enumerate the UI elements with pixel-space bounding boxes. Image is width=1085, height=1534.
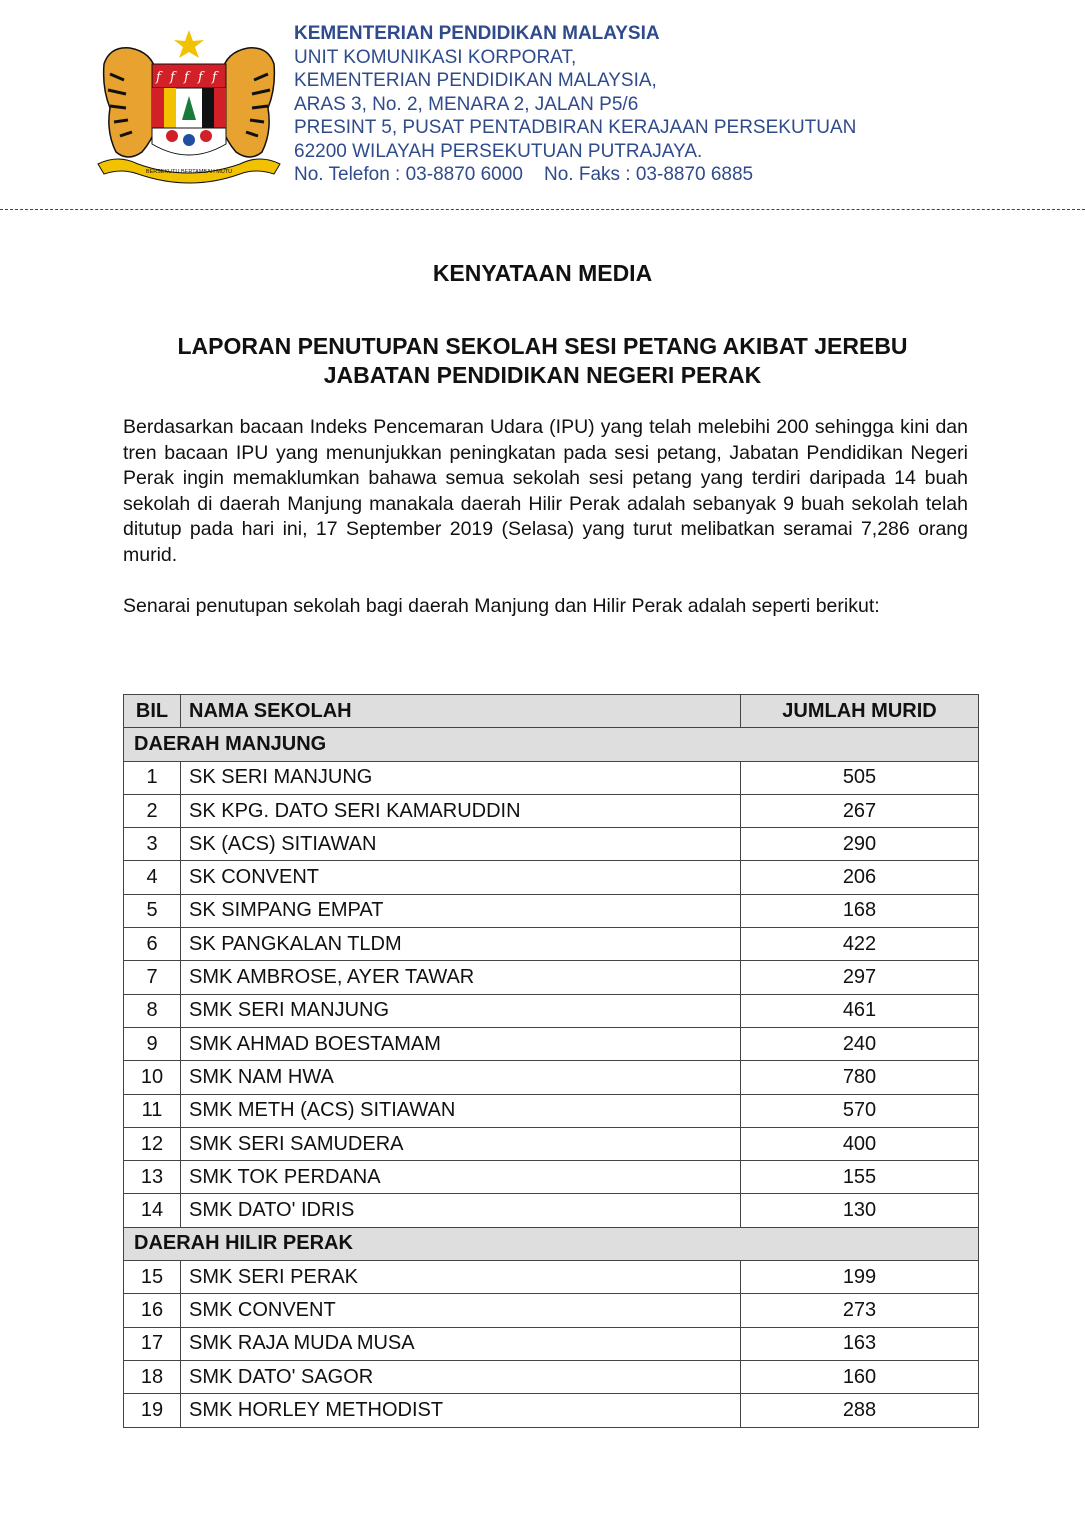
report-title-line: JABATAN PENDIDIKAN NEGERI PERAK — [323, 362, 762, 388]
bil-cell: 18 — [124, 1360, 181, 1393]
table-row — [124, 1360, 979, 1393]
table-row — [124, 1394, 979, 1427]
student-count-cell: 461 — [741, 994, 979, 1027]
table-header-row — [124, 695, 979, 728]
bil-cell: 5 — [124, 894, 181, 927]
svg-text:f: f — [212, 70, 217, 85]
section-row — [124, 728, 979, 761]
table-row — [124, 1261, 979, 1294]
bil-cell: 17 — [124, 1327, 181, 1360]
school-name-cell: SK CONVENT — [181, 861, 741, 894]
bil-cell: 3 — [124, 828, 181, 861]
bil-cell: 1 — [124, 761, 181, 794]
school-name-cell: SK KPG. DATO SERI KAMARUDDIN — [181, 794, 741, 827]
table-row — [124, 994, 979, 1027]
student-count-cell: 155 — [741, 1161, 979, 1194]
address-line: 62200 WILAYAH PERSEKUTUAN PUTRAJAYA. — [294, 140, 703, 162]
school-name-cell: SMK DATO' IDRIS — [181, 1194, 741, 1227]
school-name-cell: SMK SERI MANJUNG — [181, 994, 741, 1027]
student-count-cell: 288 — [741, 1394, 979, 1427]
student-count-cell: 206 — [741, 861, 979, 894]
school-name-cell: SMK TOK PERDANA — [181, 1161, 741, 1194]
bil-cell: 14 — [124, 1194, 181, 1227]
header-divider — [0, 209, 1085, 210]
table-row — [124, 1161, 979, 1194]
bil-cell: 11 — [124, 1094, 181, 1127]
table-row — [124, 894, 979, 927]
section-title: DAERAH MANJUNG — [124, 728, 979, 761]
header-bil: BIL — [124, 695, 181, 728]
table-row — [124, 1027, 979, 1060]
header-student-count: JUMLAH MURID — [741, 695, 979, 728]
report-title — [0, 332, 1085, 390]
student-count-cell: 290 — [741, 828, 979, 861]
address-line: PRESINT 5, PUSAT PENTADBIRAN KERAJAAN PERSEKUTUAN — [294, 117, 857, 138]
address-line: UNIT KOMUNIKASI KORPORAT, — [294, 46, 577, 68]
bil-cell: 13 — [124, 1161, 181, 1194]
table-row — [124, 1194, 979, 1227]
student-count-cell: 267 — [741, 794, 979, 827]
table-row — [124, 861, 979, 894]
school-name-cell: SK (ACS) SITIAWAN — [181, 828, 741, 861]
bil-cell: 15 — [124, 1261, 181, 1294]
address-line: KEMENTERIAN PENDIDIKAN MALAYSIA, — [294, 70, 657, 91]
table-row — [124, 1061, 979, 1094]
student-count-cell: 570 — [741, 1094, 979, 1127]
student-count-cell: 168 — [741, 894, 979, 927]
bil-cell: 10 — [124, 1061, 181, 1094]
school-name-cell: SK SIMPANG EMPAT — [181, 894, 741, 927]
bil-cell: 9 — [124, 1027, 181, 1060]
intro-paragraph: Berdasarkan bacaan Indeks Pencemaran Udara (IPU) yang telah melebihi 200 sehingga kini dan tren bacaan IPU yang menunjukkan peningkatan pada sesi petang, Jabatan Pendidikan Negeri Perak ingin memaklumkan bahawa semua sekolah sesi petang yang terdiri daripada 14 buah sekolah di daerah Manjung manakala daerah Hilir Perak adalah sebanyak 9 buah sekolah telah ditutup pada hari ini, 17 September 2019 (Selasa) yang turut melibatkan seramai 7,286 orang murid. — [123, 416, 968, 566]
bil-cell: 7 — [124, 961, 181, 994]
org-name: KEMENTERIAN PENDIDIKAN MALAYSIA — [294, 23, 660, 44]
school-name-cell: SMK AMBROSE, AYER TAWAR — [181, 961, 741, 994]
address-line: ARAS 3, No. 2, MENARA 2, JALAN P5/6 — [294, 93, 639, 115]
student-count-cell: 199 — [741, 1261, 979, 1294]
bil-cell: 12 — [124, 1127, 181, 1160]
svg-text:f: f — [184, 70, 189, 85]
svg-text:f: f — [156, 70, 161, 85]
student-count-cell: 240 — [741, 1027, 979, 1060]
section-title: DAERAH HILIR PERAK — [124, 1227, 979, 1260]
report-title-line: LAPORAN PENUTUPAN SEKOLAH SESI PETANG AKIBAT JEREBU — [177, 333, 908, 359]
student-count-cell: 273 — [741, 1294, 979, 1327]
school-closure-table — [123, 694, 979, 1428]
bil-cell: 2 — [124, 794, 181, 827]
table-row — [124, 761, 979, 794]
student-count-cell: 780 — [741, 1061, 979, 1094]
student-count-cell: 163 — [741, 1327, 979, 1360]
table-row — [124, 928, 979, 961]
svg-text:f: f — [170, 70, 175, 85]
section-row — [124, 1227, 979, 1260]
student-count-cell: 422 — [741, 928, 979, 961]
list-intro-paragraph: Senarai penutupan sekolah bagi daerah Manjung dan Hilir Perak adalah seperti berikut: — [123, 595, 880, 617]
student-count-cell: 130 — [741, 1194, 979, 1227]
bil-cell: 4 — [124, 861, 181, 894]
page-title: KENYATAAN MEDIA — [432, 260, 653, 286]
school-name-cell: SK SERI MANJUNG — [181, 761, 741, 794]
school-name-cell: SMK SERI SAMUDERA — [181, 1127, 741, 1160]
school-name-cell: SMK DATO' SAGOR — [181, 1360, 741, 1393]
school-name-cell: SMK SERI PERAK — [181, 1261, 741, 1294]
school-name-cell: SMK AHMAD BOESTAMAM — [181, 1027, 741, 1060]
svg-text:f: f — [198, 70, 203, 85]
header-school-name: NAMA SEKOLAH — [181, 695, 741, 728]
student-count-cell: 505 — [741, 761, 979, 794]
school-name-cell: SK PANGKALAN TLDM — [181, 928, 741, 961]
table-row — [124, 828, 979, 861]
school-name-cell: SMK NAM HWA — [181, 1061, 741, 1094]
bil-cell: 19 — [124, 1394, 181, 1427]
school-name-cell: SMK METH (ACS) SITIAWAN — [181, 1094, 741, 1127]
bil-cell: 16 — [124, 1294, 181, 1327]
bil-cell: 8 — [124, 994, 181, 1027]
coat-of-arms-logo — [96, 24, 282, 184]
contact-line: No. Telefon : 03-8870 6000 No. Faks : 03-8870 6885 — [294, 164, 754, 185]
table-row — [124, 1327, 979, 1360]
school-name-cell: SMK HORLEY METHODIST — [181, 1394, 741, 1427]
table-row — [124, 794, 979, 827]
table-row — [124, 1094, 979, 1127]
school-name-cell: SMK CONVENT — [181, 1294, 741, 1327]
school-name-cell: SMK RAJA MUDA MUSA — [181, 1327, 741, 1360]
student-count-cell: 400 — [741, 1127, 979, 1160]
student-count-cell: 297 — [741, 961, 979, 994]
table-row — [124, 1127, 979, 1160]
bil-cell: 6 — [124, 928, 181, 961]
table-row — [124, 961, 979, 994]
student-count-cell: 160 — [741, 1360, 979, 1393]
table-row — [124, 1294, 979, 1327]
letterhead — [294, 22, 856, 187]
crest-motto: BERSEKUTU BERTAMBAH MUTU — [145, 169, 233, 175]
